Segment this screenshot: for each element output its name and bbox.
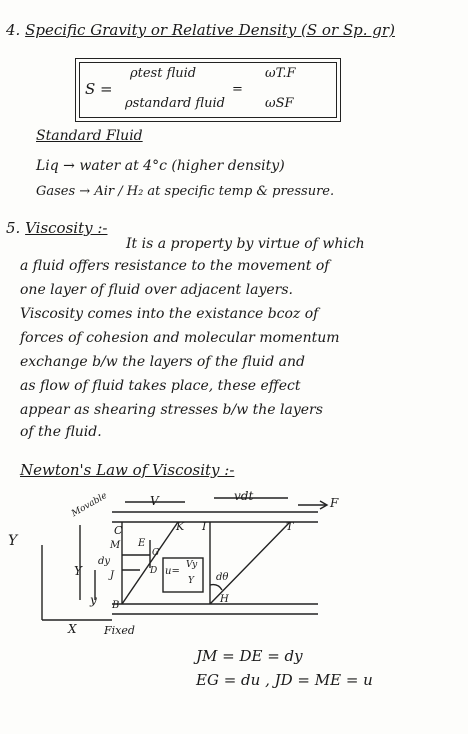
label-x-axis: X [68,622,77,636]
label-y-axis: Y [8,533,18,549]
label-u: u= [165,566,180,577]
equation-1: JM = DE = dy [196,647,303,665]
label-k: K [176,520,185,533]
viscosity-line-7: as flow of fluid takes place, these effect [20,378,301,394]
formula-denominator-1: ρstandard fluid [125,96,225,111]
label-d: D [150,566,158,576]
formula-numerator-1: ρtest fluid [130,66,197,81]
label-b: B [112,600,120,611]
label-u-denominator: Y [188,576,194,586]
label-i: I [202,520,207,533]
deformed-line-right [210,522,290,604]
label-u-numerator: Vy [186,560,198,570]
label-vdt: vdt [234,489,254,503]
label-small-y: y [90,593,97,607]
label-e: E [138,538,146,549]
viscosity-line-6: exchange b/w the layers of the fluid and [20,354,305,370]
viscosity-line-8: appear as shearing stresses b/w the layers [20,402,323,418]
standard-liquid: Liq → water at 4°c (higher density) [36,158,285,174]
formula-lhs: S = [85,80,113,98]
label-force: F [330,496,339,510]
label-fixed: Fixed [104,624,135,637]
standard-fluid-title: Standard Fluid [36,128,143,144]
label-v: V [150,494,159,508]
standard-gases: Gases → Air / H₂ at specific temp & pressure. [36,184,335,199]
section-number: 5. [6,219,21,237]
label-dtheta: dθ [216,572,229,583]
label-g: G [152,548,160,558]
label-dy: dy [98,556,111,567]
section-number: 4. [6,21,21,39]
viscosity-line-2: a fluid offers resistance to the movement of [20,258,330,274]
label-y-dimension: Y [74,564,82,578]
equation-2: EG = du , JD = ME = u [196,671,373,689]
label-t: T [286,520,294,533]
viscosity-line-5: forces of cohesion and molecular momentum [20,330,340,346]
viscosity-line-9: of the fluid. [20,424,102,440]
newton-law-heading: Newton's Law of Viscosity :- [20,461,235,479]
viscosity-line-1: It is a property by virtue of which [126,236,365,252]
formula-numerator-2: ωT.F [265,66,296,81]
label-c: C [114,524,123,537]
label-m: M [110,540,121,551]
label-j: J [110,570,115,581]
formula-denominator-2: ωSF [265,96,294,111]
viscosity-line-4: Viscosity comes into the existance bcoz of [20,306,319,322]
section-title: Specific Gravity or Relative Density (S or Sp. gr) [25,21,395,39]
theta-arc [210,585,222,590]
label-h: H [220,594,229,605]
formula-equals: = [232,82,243,97]
section-title: Viscosity :- [25,219,108,237]
label-movable: Movable [70,490,109,520]
viscosity-line-3: one layer of fluid over adjacent layers. [20,282,293,298]
